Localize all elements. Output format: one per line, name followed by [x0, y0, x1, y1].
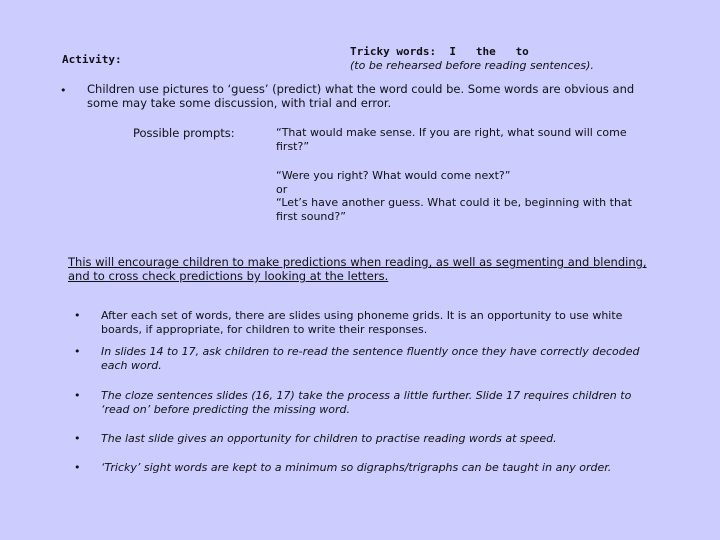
- tricky-words-block: [350, 45, 594, 73]
- prompts-label: Possible prompts:: [133, 126, 235, 140]
- bullet-symbol: •: [74, 345, 81, 358]
- list-item-text: In slides 14 to 17, ask children to re-read the sentence fluently once they have correctly decoded each word.: [101, 345, 640, 372]
- main-bullet-text: Children use pictures to ‘guess’ (predict) what the word could be. Some words are obvious and some may take some discussion, with trial and error.: [87, 82, 635, 110]
- bullet-symbol: •: [74, 432, 81, 445]
- prompt-first-sound: “That would make sense. If you are right, what sound will come first?”: [276, 126, 627, 153]
- prompt-another-guess: “Let’s have another guess. What could it be, beginning with that first sound?”: [276, 196, 632, 223]
- prompt-were-you-right: “Were you right? What would come next?”: [276, 169, 511, 182]
- list-item-text: The cloze sentences slides (16, 17) take the process a little further. Slide 17 requires children to ‘read on’ before predicting the missing word.: [101, 389, 632, 416]
- bullet-symbol: •: [74, 389, 81, 402]
- tricky-words-note: (to be rehearsed before reading sentences).: [350, 59, 594, 72]
- prompt-or: or: [276, 182, 288, 196]
- list-item-text: The last slide gives an opportunity for children to practise reading words at speed.: [101, 432, 557, 445]
- bullet-symbol: •: [74, 309, 81, 322]
- encourage-statement: This will encourage children to make predictions when reading, as well as segmenting and blending, and to cross check predictions by looking at the letters.: [68, 255, 647, 283]
- list-item-text: ‘Tricky’ sight words are kept to a minimum so digraphs/trigraphs can be taught in any order.: [101, 461, 612, 474]
- bullet-symbol: •: [74, 461, 81, 474]
- main-bullet-symbol: •: [60, 84, 67, 97]
- list-item-text: After each set of words, there are slides using phoneme grids. It is an opportunity to use white boards, if appropriate, for children to write their responses.: [101, 309, 623, 336]
- activity-heading: Activity:: [62, 53, 122, 66]
- tricky-words-title: Tricky words: I the to: [350, 45, 529, 58]
- prompt-next-guess: [276, 169, 646, 223]
